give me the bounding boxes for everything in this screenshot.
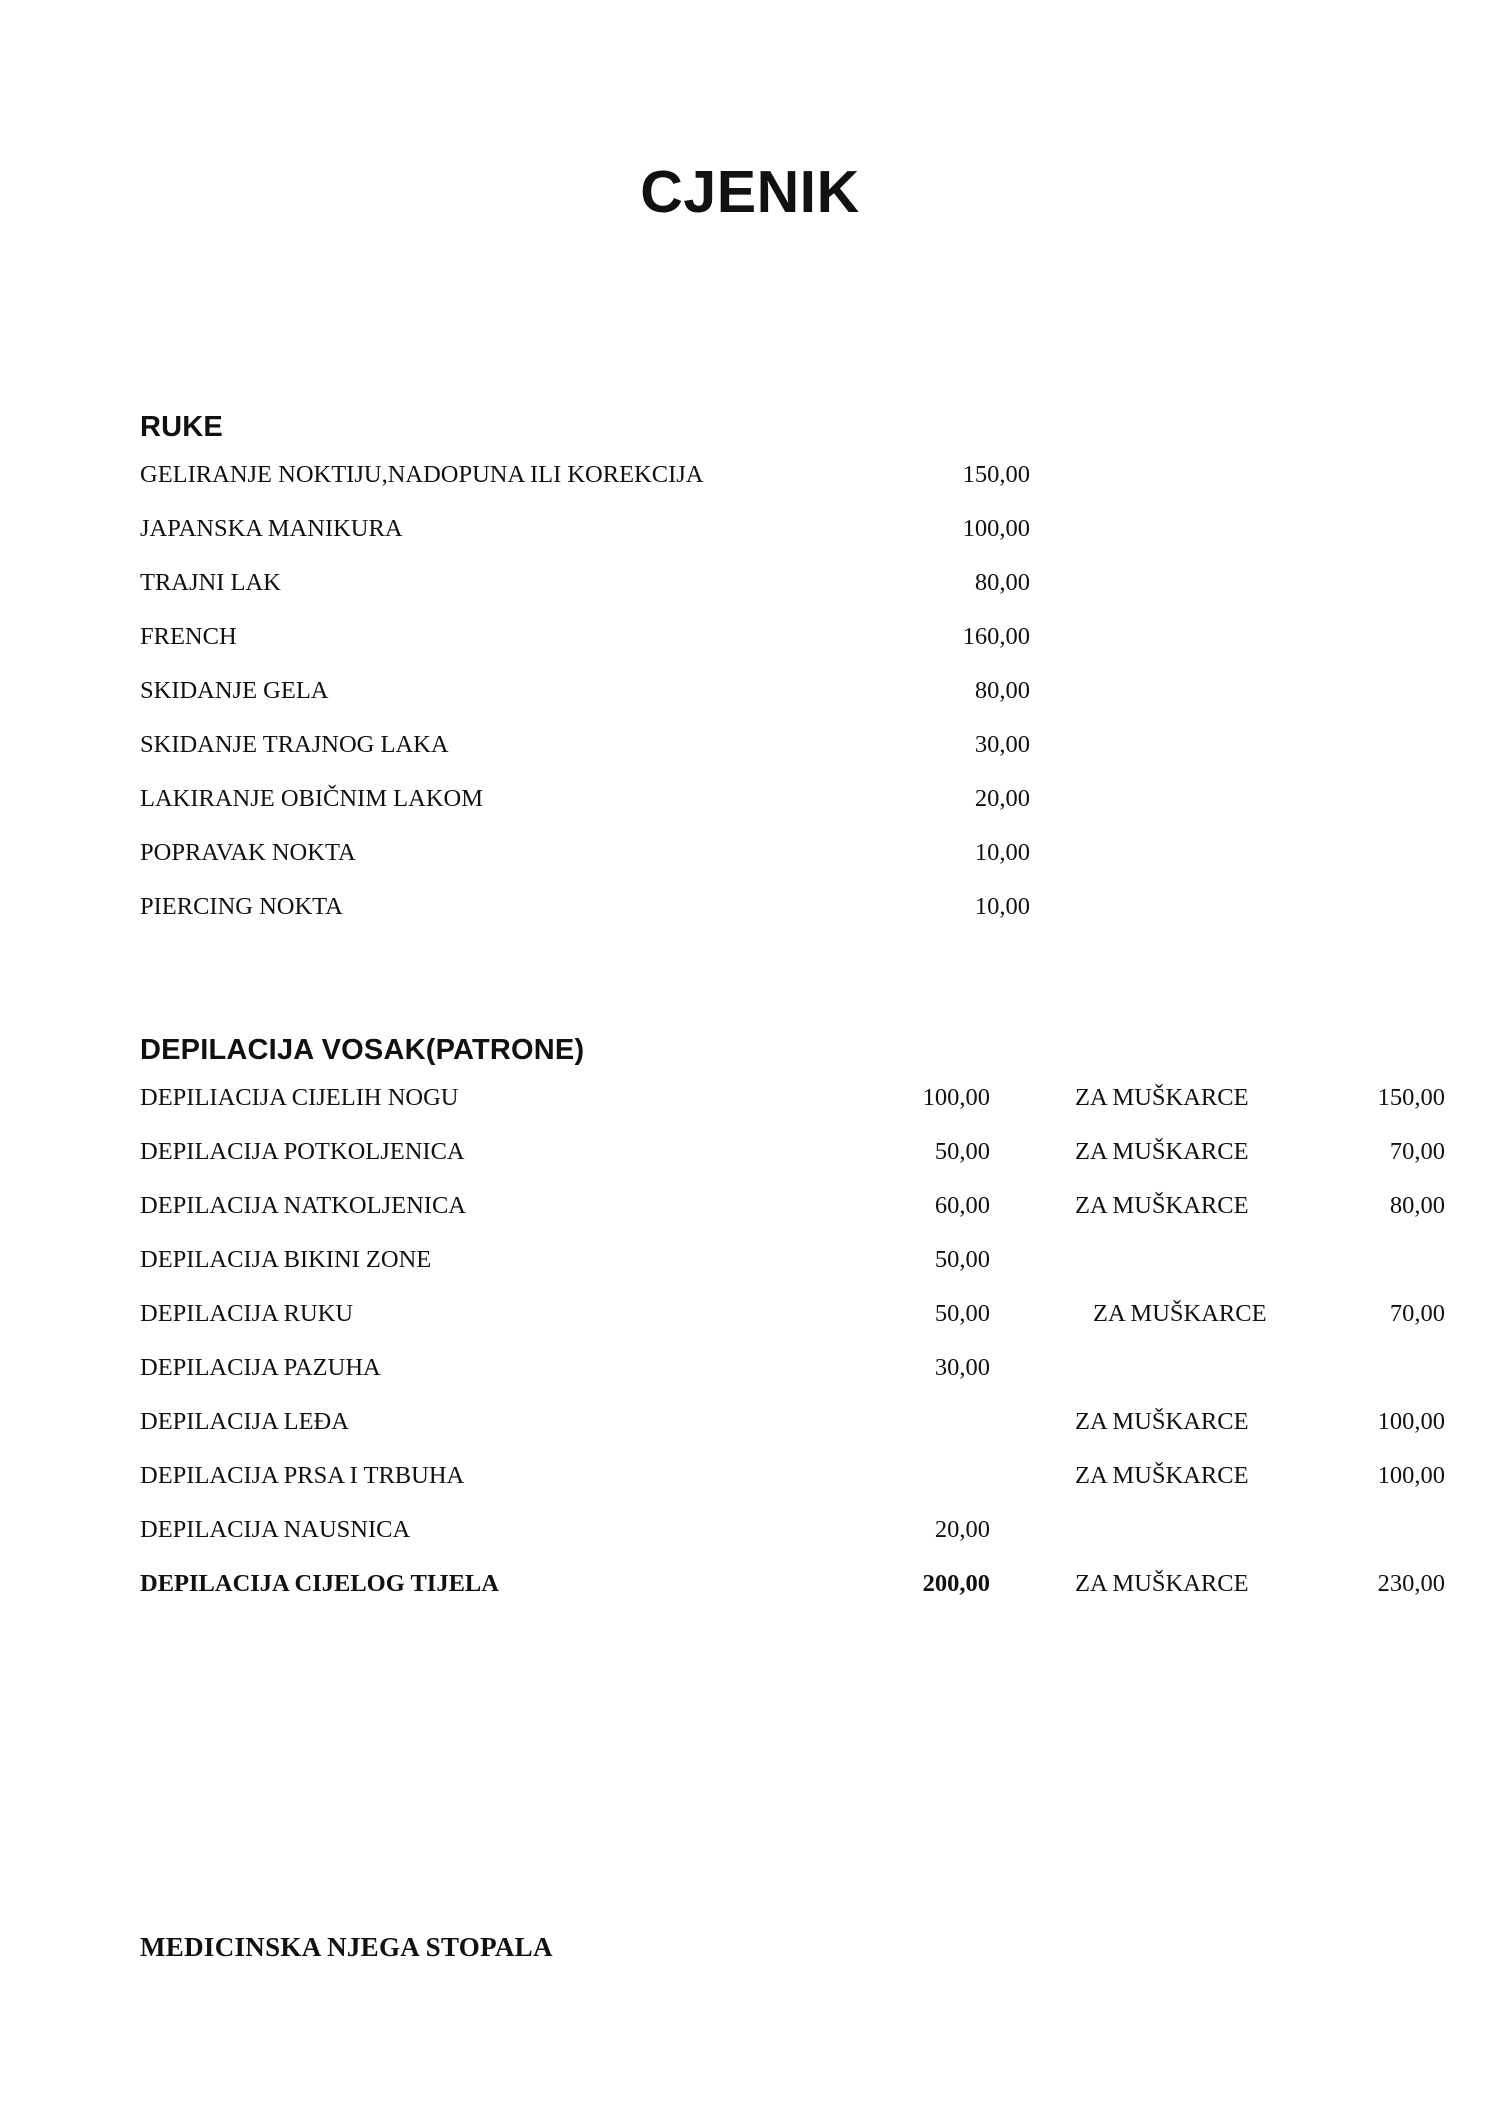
service-note-price (1305, 1233, 1445, 1287)
spacer-cell (1040, 718, 1370, 772)
spacer-cell (1040, 880, 1370, 934)
spacer-cell (1040, 556, 1370, 610)
page-title: CJENIK (640, 159, 860, 225)
service-price: 150,00 (962, 461, 1030, 488)
service-price: 50,00 (934, 1246, 990, 1273)
service-name: DEPILACIJA LEĐA (140, 1408, 349, 1435)
service-note: ZA MUŠKARCE (1093, 1300, 1267, 1327)
spacer-cell (1040, 502, 1370, 556)
service-price: 30,00 (934, 1354, 990, 1381)
table-row (140, 1179, 1445, 1233)
service-name: PIERCING NOKTA (140, 893, 343, 920)
service-name: DEPILACIJA PRSA I TRBUHA (140, 1462, 465, 1489)
service-price: 20,00 (974, 785, 1030, 812)
service-note (1020, 1233, 1305, 1287)
table-row (140, 1233, 1445, 1287)
service-name: DEPILACIJA NAUSNICA (140, 1516, 411, 1543)
service-price: 50,00 (934, 1138, 990, 1165)
service-price (740, 1449, 1020, 1503)
spacer-cell (1040, 448, 1370, 502)
table-row (140, 1287, 1445, 1341)
section-ruke (140, 411, 1360, 934)
spacer-cell (1040, 772, 1370, 826)
section-depilacija (140, 1034, 1445, 1611)
service-note-price (1305, 1503, 1445, 1557)
service-name: FRENCH (140, 623, 237, 650)
service-price (740, 1395, 1020, 1449)
service-note-price: 70,00 (1389, 1138, 1445, 1165)
table-row (140, 1341, 1445, 1395)
table-row (140, 1449, 1445, 1503)
service-name: LAKIRANJE OBIČNIM LAKOM (140, 785, 483, 812)
table-row (140, 448, 1370, 502)
table-row (140, 1395, 1445, 1449)
spacer-cell (1040, 610, 1370, 664)
service-name: POPRAVAK NOKTA (140, 839, 356, 866)
service-name: DEPILIACIJA CIJELIH NOGU (140, 1084, 459, 1111)
service-name: DEPILACIJA CIJELOG TIJELA (140, 1570, 499, 1597)
service-price: 50,00 (934, 1300, 990, 1327)
footer-heading: MEDICINSKA NJEGA STOPALA (140, 1932, 553, 1962)
table-row (140, 1071, 1445, 1125)
service-note: ZA MUŠKARCE (1075, 1570, 1249, 1597)
table-row (140, 502, 1370, 556)
service-note-price: 230,00 (1377, 1570, 1445, 1597)
service-name: DEPILACIJA BIKINI ZONE (140, 1246, 432, 1273)
service-name: TRAJNI LAK (140, 569, 281, 596)
spacer-cell (1040, 826, 1370, 880)
service-price: 100,00 (922, 1084, 990, 1111)
table-row (140, 772, 1370, 826)
spacer-cell (1040, 664, 1370, 718)
service-price: 20,00 (934, 1516, 990, 1543)
table-row (140, 1125, 1445, 1179)
service-price: 10,00 (974, 893, 1030, 920)
table-row (140, 556, 1370, 610)
table-row (140, 610, 1370, 664)
service-name: DEPILACIJA RUKU (140, 1300, 354, 1327)
service-note-price: 100,00 (1377, 1462, 1445, 1489)
service-note (1020, 1341, 1305, 1395)
service-note-price: 100,00 (1377, 1408, 1445, 1435)
service-price: 100,00 (962, 515, 1030, 542)
price-table-depilacija (140, 1071, 1445, 1611)
service-name: SKIDANJE GELA (140, 677, 329, 704)
service-note: ZA MUŠKARCE (1075, 1408, 1249, 1435)
service-note-price: 80,00 (1389, 1192, 1445, 1219)
service-price: 80,00 (974, 677, 1030, 704)
service-price: 30,00 (974, 731, 1030, 758)
table-row (140, 664, 1370, 718)
service-note: ZA MUŠKARCE (1075, 1084, 1249, 1111)
service-price: 10,00 (974, 839, 1030, 866)
section-heading-depilacija: DEPILACIJA VOSAK(PATRONE) (140, 1034, 585, 1066)
service-note-price: 150,00 (1377, 1084, 1445, 1111)
price-table-ruke (140, 448, 1370, 934)
service-name: DEPILACIJA NATKOLJENICA (140, 1192, 466, 1219)
table-row (140, 1557, 1445, 1611)
service-note: ZA MUŠKARCE (1075, 1138, 1249, 1165)
service-note: ZA MUŠKARCE (1075, 1462, 1249, 1489)
service-name: DEPILACIJA POTKOLJENICA (140, 1138, 465, 1165)
service-note (1020, 1503, 1305, 1557)
section-heading-ruke: RUKE (140, 411, 223, 443)
service-name: SKIDANJE TRAJNOG LAKA (140, 731, 449, 758)
service-name: GELIRANJE NOKTIJU,NADOPUNA ILI KOREKCIJA (140, 461, 704, 488)
service-note: ZA MUŠKARCE (1075, 1192, 1249, 1219)
service-note-price (1305, 1341, 1445, 1395)
service-name: JAPANSKA MANIKURA (140, 515, 403, 542)
service-name: DEPILACIJA PAZUHA (140, 1354, 381, 1381)
table-row (140, 826, 1370, 880)
service-note-price: 70,00 (1389, 1300, 1445, 1327)
document-content (0, 411, 1500, 1611)
service-price: 200,00 (922, 1570, 990, 1597)
service-price: 80,00 (974, 569, 1030, 596)
table-row (140, 718, 1370, 772)
table-row (140, 880, 1370, 934)
table-row (140, 1503, 1445, 1557)
service-price: 160,00 (962, 623, 1030, 650)
service-price: 60,00 (934, 1192, 990, 1219)
